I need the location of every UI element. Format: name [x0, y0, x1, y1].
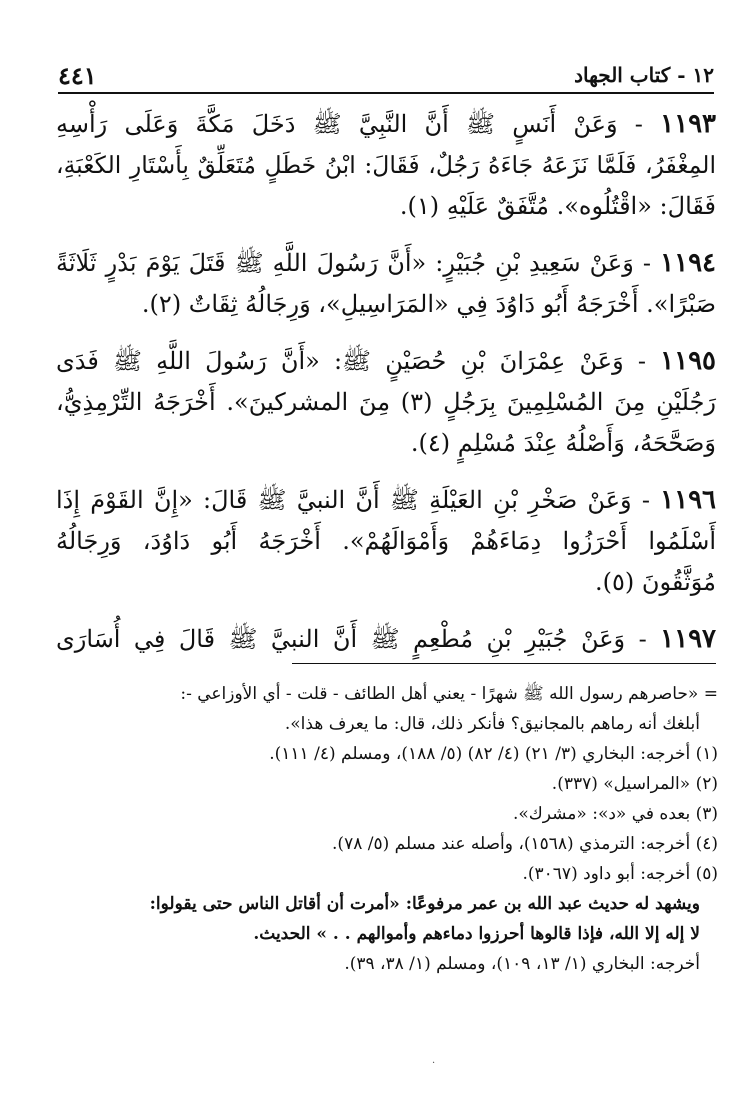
page-number: ٤٤١: [58, 60, 97, 90]
text-line: فَقَالَ: «اقْتُلُوه». مُتَّفَقٌ عَلَيْهِ (١).: [399, 192, 716, 220]
hadith-number: ١١٩٧: [660, 624, 716, 654]
footnote-line: (٥) أخرجه: أبو داود (٣٠٦٧).: [522, 864, 718, 884]
text-line: رَجُلَيْنِ مِنَ المُسْلِمِينَ بِرَجُلٍ (٣) مِنَ المشركينَ». أَخْرَجَهُ التِّرْمِذِيُّ،: [56, 388, 716, 416]
page-header: [58, 58, 714, 92]
footnote-line: لا إله إلا الله، فإذا قالوها أحرزوا دماءهم وأموالهم . . » الحديث.: [253, 924, 700, 944]
footnote-line: (٣) بعده في «د»: «مشرك».: [512, 804, 718, 824]
hadith-number: ١١٩٣: [660, 109, 716, 139]
header-rule: [58, 92, 714, 94]
scan-speck: ·: [432, 1058, 436, 1069]
footnote-line: (١) أخرجه: البخاري (٣/ ٢١) (٤/ ٨٢) (٥/ ١٨٨)، ومسلم (٤/ ١١١).: [269, 744, 718, 764]
hadith-1196: [56, 480, 716, 603]
main-text: [56, 104, 716, 676]
hadith-1193: [56, 104, 716, 227]
text-line: المِغْفَرُ، فَلَمَّا نَزَعَهُ جَاءَهُ رَجُلٌ، فَقَالَ: ابْنُ خَطَلٍ مُتَعَلِّقٌ بِأَسْتَارِ الكَعْبَةِ،: [56, 151, 716, 179]
text-line: ١١٩٤ - وَعَنْ سَعِيدِ بْنِ جُبَيْرٍ: «أَنَّ رَسُولَ اللَّهِ ﷺ قَتَلَ يَوْمَ بَدْرٍ ثَلَاثَةً: [56, 248, 716, 278]
text-line: أَسْلَمُوا أَحْرَزُوا دِمَاءَهُمْ وَأَمْوَالَهُمْ». أَخْرَجَهُ أَبُو دَاوُدَ، وَرِجَالُهُ: [56, 527, 716, 555]
footnote-line: (٤) أخرجه: الترمذي (١٥٦٨)، وأصله عند مسلم (٥/ ٧٨).: [332, 834, 718, 854]
hadith-number: ١١٩٤: [660, 248, 716, 278]
hadith-1195: [56, 341, 716, 464]
text-line: ١١٩٧ - وَعَنْ جُبَيْرِ بْنِ مُطْعِمٍ ﷺ أَنَّ النبيَّ ﷺ قَالَ فِي أُسَارَى: [56, 624, 716, 654]
chapter-title: ١٢ - كتاب الجهاد: [574, 63, 714, 87]
text-line: ١١٩٥ - وَعَنْ عِمْرَانَ بْنِ حُصَيْنٍ ﷺ: «أَنَّ رَسُولَ اللَّهِ ﷺ فَدَى: [56, 346, 716, 376]
footnote-line: = «حاصرهم رسول الله ﷺ شهرًا - يعني أهل الطائف - قلت - أي الأوزاعي -:: [180, 684, 718, 704]
text-line: ١١٩٣ - وَعَنْ أَنَسٍ ﷺ أَنَّ النَّبِيَّ ﷺ دَخَلَ مَكَّةَ وَعَلَى رَأْسِهِ: [56, 109, 716, 139]
footnote-line: ويشهد له حديث عبد الله بن عمر مرفوعًا: «أمرت أن أقاتل الناس حتى يقولوا:: [149, 894, 700, 914]
hadith-1197: [56, 619, 716, 660]
text-line: صَبْرًا». أَخْرَجَهُ أَبُو دَاوُدَ فِي «المَرَاسِيلِ»، وَرِجَالُهُ ثِقَاتٌ (٢).: [141, 290, 716, 318]
hadith-number: ١١٩٥: [660, 346, 716, 376]
footnotes: [70, 679, 718, 979]
text-line: وَصَحَّحَهُ، وَأَصْلُهُ عِنْدَ مُسْلِمٍ (٤).: [410, 429, 716, 457]
hadith-1194: [56, 243, 716, 325]
footnote-line: أبلغك أنه رماهم بالمجانيق؟ فأنكر ذلك، قال: ما يعرف هذا».: [284, 714, 700, 734]
footnote-line: أخرجه: البخاري (١/ ١٣، ١٠٩)، ومسلم (١/ ٣٨، ٣٩).: [344, 954, 700, 974]
text-line: ١١٩٦ - وَعَنْ صَخْرِ بْنِ العَيْلَةِ ﷺ أَنَّ النبيَّ ﷺ قَالَ: «إِنَّ القَوْمَ إِذَا: [56, 485, 716, 515]
footnote-line: (٢) «المراسيل» (٣٣٧).: [551, 774, 718, 794]
text-line: مُوَثَّقُونَ (٥).: [595, 568, 716, 596]
hadith-number: ١١٩٦: [660, 485, 716, 515]
footnote-rule: [292, 663, 716, 664]
